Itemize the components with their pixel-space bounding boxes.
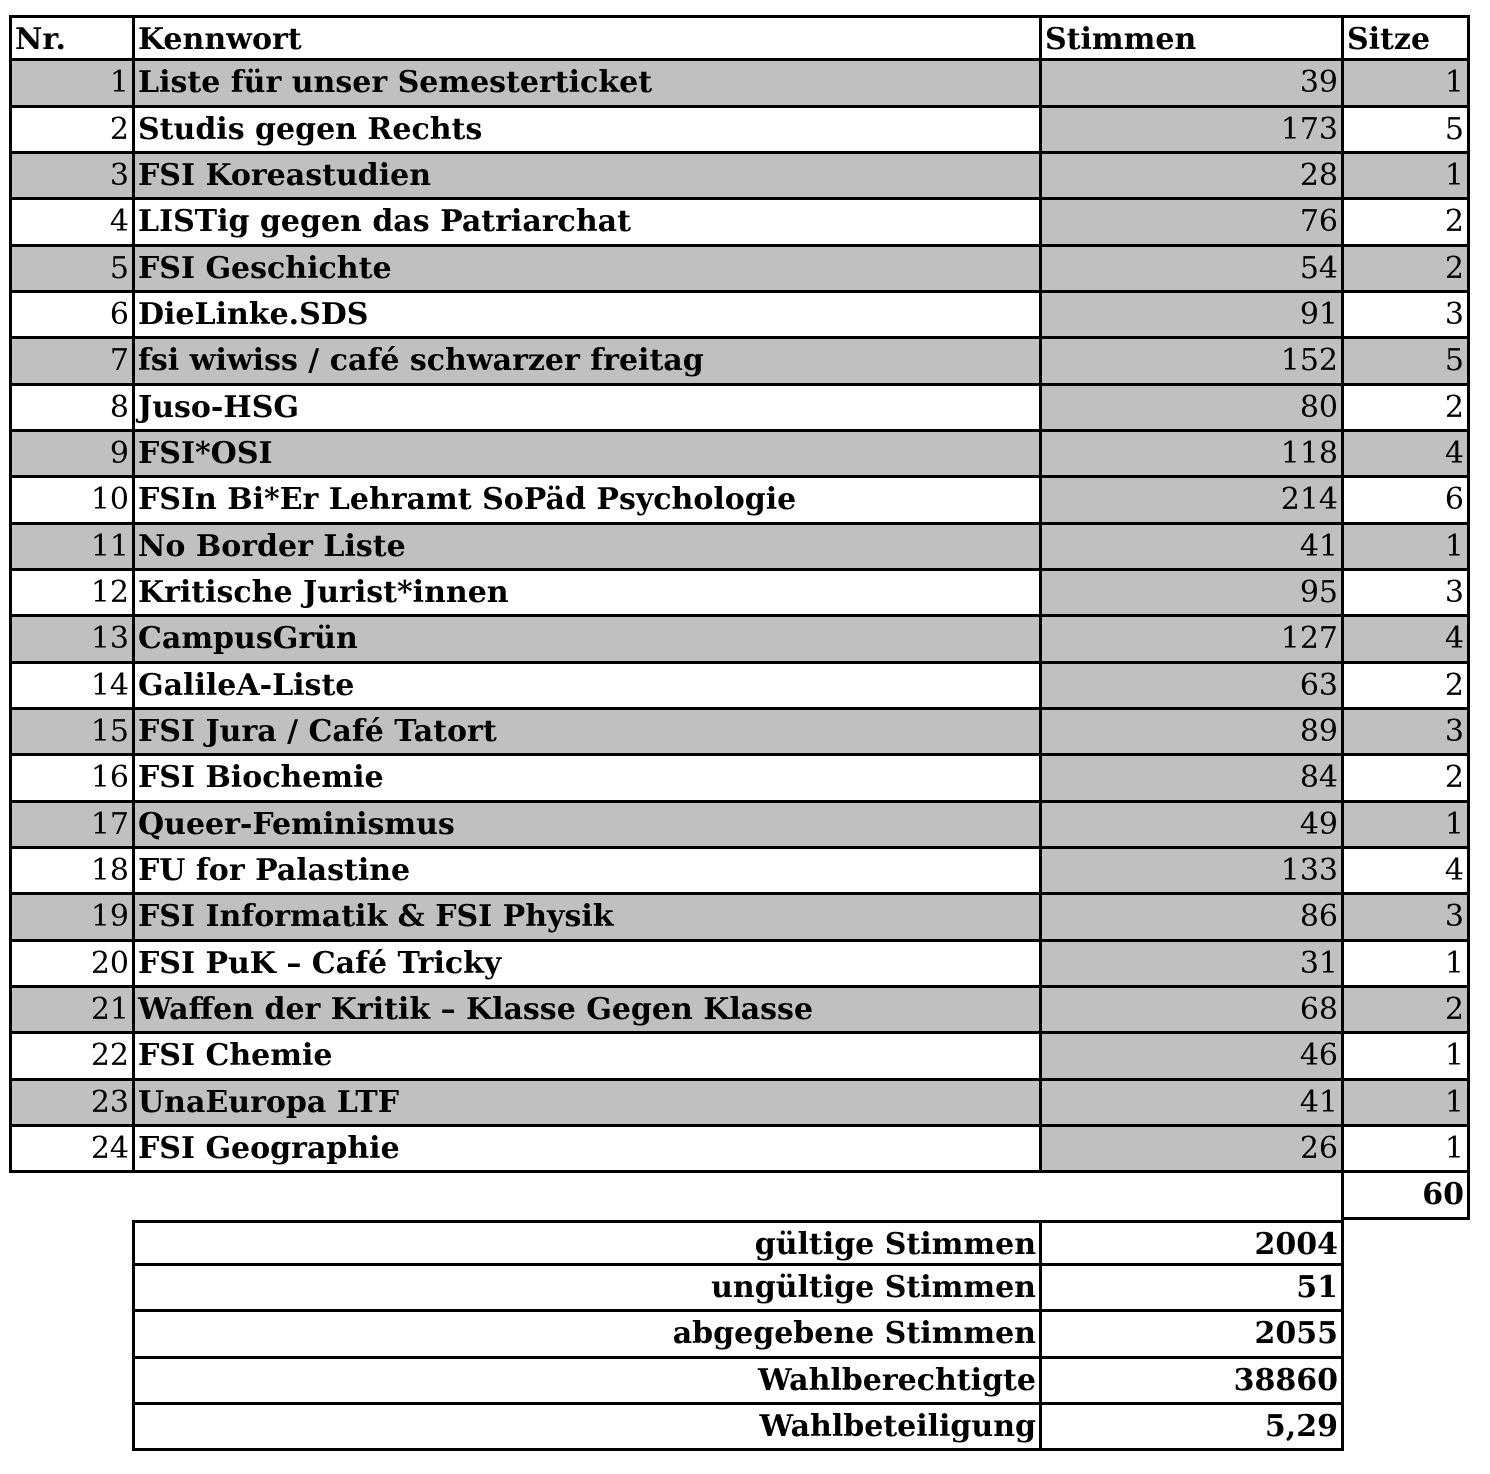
row-kennwort: UnaEuropa LTF	[135, 1081, 1042, 1127]
row-stimmen: 86	[1042, 895, 1344, 941]
row-stimmen: 127	[1042, 617, 1344, 663]
blank-cell	[9, 1405, 135, 1451]
row-nr: 21	[9, 988, 135, 1034]
row-kennwort: LISTig gegen das Patriarchat	[135, 200, 1042, 246]
header-kennwort: Kennwort	[135, 15, 1042, 61]
row-nr: 7	[9, 339, 135, 385]
row-sitze: 1	[1344, 942, 1470, 988]
row-stimmen: 118	[1042, 432, 1344, 478]
row-nr: 1	[9, 61, 135, 107]
row-kennwort: Liste für unser Semesterticket	[135, 61, 1042, 107]
blank-cell	[1042, 1173, 1344, 1219]
row-kennwort: FSI PuK – Café Tricky	[135, 942, 1042, 988]
row-kennwort: Queer-Feminismus	[135, 803, 1042, 849]
row-nr: 4	[9, 200, 135, 246]
row-stimmen: 46	[1042, 1034, 1344, 1080]
row-nr: 12	[9, 571, 135, 617]
row-stimmen: 173	[1042, 108, 1344, 154]
total-sitze: 60	[1344, 1173, 1470, 1219]
row-nr: 20	[9, 942, 135, 988]
row-kennwort: FSIn Bi*Er Lehramt SoPäd Psychologie	[135, 478, 1042, 524]
row-stimmen: 39	[1042, 61, 1344, 107]
row-sitze: 1	[1344, 1034, 1470, 1080]
row-nr: 6	[9, 293, 135, 339]
row-sitze: 4	[1344, 849, 1470, 895]
summary-value: 38860	[1042, 1359, 1344, 1405]
row-nr: 15	[9, 710, 135, 756]
blank-cell	[1344, 1312, 1470, 1358]
row-stimmen: 84	[1042, 756, 1344, 802]
row-kennwort: FSI Informatik & FSI Physik	[135, 895, 1042, 941]
row-kennwort: FSI Jura / Café Tatort	[135, 710, 1042, 756]
row-sitze: 3	[1344, 895, 1470, 941]
blank-cell	[9, 1359, 135, 1405]
row-nr: 23	[9, 1081, 135, 1127]
row-stimmen: 41	[1042, 1081, 1344, 1127]
row-kennwort: FSI Koreastudien	[135, 154, 1042, 200]
row-stimmen: 80	[1042, 386, 1344, 432]
blank-cell	[1344, 1359, 1470, 1405]
summary-label: gültige Stimmen	[135, 1220, 1042, 1266]
row-kennwort: FSI*OSI	[135, 432, 1042, 478]
row-sitze: 1	[1344, 1081, 1470, 1127]
summary-value: 51	[1042, 1266, 1344, 1312]
row-nr: 8	[9, 386, 135, 432]
blank-cell	[9, 1312, 135, 1358]
row-sitze: 5	[1344, 108, 1470, 154]
row-kennwort: fsi wiwiss / café schwarzer freitag	[135, 339, 1042, 385]
blank-cell	[1344, 1266, 1470, 1312]
row-sitze: 3	[1344, 710, 1470, 756]
row-kennwort: GalileA-Liste	[135, 664, 1042, 710]
row-kennwort: Waffen der Kritik – Klasse Gegen Klasse	[135, 988, 1042, 1034]
row-stimmen: 26	[1042, 1127, 1344, 1173]
row-sitze: 2	[1344, 386, 1470, 432]
blank-cell	[9, 1266, 135, 1312]
row-nr: 14	[9, 664, 135, 710]
row-sitze: 2	[1344, 988, 1470, 1034]
summary-value: 5,29	[1042, 1405, 1344, 1451]
row-sitze: 1	[1344, 61, 1470, 107]
row-kennwort: No Border Liste	[135, 525, 1042, 571]
row-kennwort: FSI Biochemie	[135, 756, 1042, 802]
row-sitze: 2	[1344, 200, 1470, 246]
row-stimmen: 54	[1042, 247, 1344, 293]
row-nr: 11	[9, 525, 135, 571]
summary-label: Wahlbeteiligung	[135, 1405, 1042, 1451]
election-results-table	[9, 15, 1470, 1451]
row-nr: 16	[9, 756, 135, 802]
row-stimmen: 76	[1042, 200, 1344, 246]
summary-label: abgegebene Stimmen	[135, 1312, 1042, 1358]
row-nr: 17	[9, 803, 135, 849]
blank-cell	[9, 1220, 135, 1266]
row-kennwort: FSI Chemie	[135, 1034, 1042, 1080]
blank-cell	[135, 1173, 1042, 1219]
row-stimmen: 28	[1042, 154, 1344, 200]
row-sitze: 5	[1344, 339, 1470, 385]
row-nr: 19	[9, 895, 135, 941]
summary-value: 2055	[1042, 1312, 1344, 1358]
row-nr: 13	[9, 617, 135, 663]
row-sitze: 6	[1344, 478, 1470, 524]
row-nr: 3	[9, 154, 135, 200]
row-nr: 5	[9, 247, 135, 293]
row-sitze: 4	[1344, 432, 1470, 478]
row-stimmen: 63	[1042, 664, 1344, 710]
row-stimmen: 41	[1042, 525, 1344, 571]
row-sitze: 2	[1344, 664, 1470, 710]
blank-cell	[1344, 1220, 1470, 1266]
row-sitze: 1	[1344, 803, 1470, 849]
row-nr: 2	[9, 108, 135, 154]
summary-label: Wahlberechtigte	[135, 1359, 1042, 1405]
row-sitze: 4	[1344, 617, 1470, 663]
row-stimmen: 68	[1042, 988, 1344, 1034]
row-sitze: 1	[1344, 154, 1470, 200]
row-sitze: 3	[1344, 571, 1470, 617]
header-nr: Nr.	[9, 15, 135, 61]
row-stimmen: 31	[1042, 942, 1344, 988]
row-kennwort: Juso-HSG	[135, 386, 1042, 432]
blank-cell	[9, 1173, 135, 1219]
row-nr: 18	[9, 849, 135, 895]
row-stimmen: 214	[1042, 478, 1344, 524]
row-stimmen: 95	[1042, 571, 1344, 617]
row-nr: 10	[9, 478, 135, 524]
row-kennwort: FSI Geschichte	[135, 247, 1042, 293]
row-sitze: 1	[1344, 1127, 1470, 1173]
row-nr: 22	[9, 1034, 135, 1080]
row-stimmen: 152	[1042, 339, 1344, 385]
row-sitze: 2	[1344, 756, 1470, 802]
row-stimmen: 133	[1042, 849, 1344, 895]
row-sitze: 1	[1344, 525, 1470, 571]
row-sitze: 3	[1344, 293, 1470, 339]
row-kennwort: DieLinke.SDS	[135, 293, 1042, 339]
row-kennwort: Kritische Jurist*innen	[135, 571, 1042, 617]
row-kennwort: CampusGrün	[135, 617, 1042, 663]
row-nr: 24	[9, 1127, 135, 1173]
row-stimmen: 89	[1042, 710, 1344, 756]
row-kennwort: FU for Palastine	[135, 849, 1042, 895]
row-kennwort: Studis gegen Rechts	[135, 108, 1042, 154]
row-stimmen: 91	[1042, 293, 1344, 339]
header-stimmen: Stimmen	[1042, 15, 1344, 61]
row-sitze: 2	[1344, 247, 1470, 293]
header-sitze: Sitze	[1344, 15, 1470, 61]
blank-cell	[1344, 1405, 1470, 1451]
summary-value: 2004	[1042, 1220, 1344, 1266]
row-stimmen: 49	[1042, 803, 1344, 849]
summary-label: ungültige Stimmen	[135, 1266, 1042, 1312]
row-nr: 9	[9, 432, 135, 478]
row-kennwort: FSI Geographie	[135, 1127, 1042, 1173]
